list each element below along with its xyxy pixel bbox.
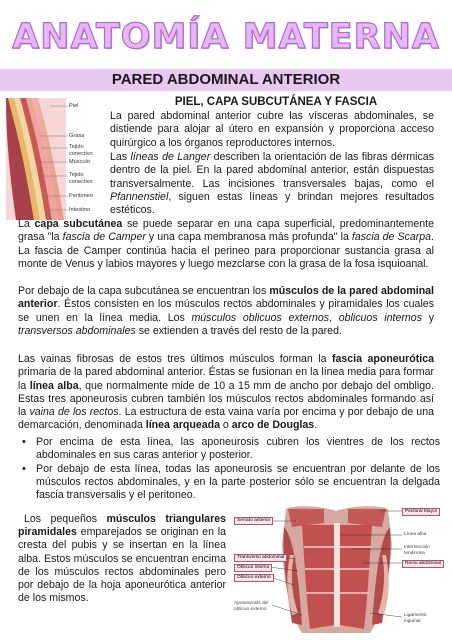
text-run: Las <box>110 151 131 163</box>
bullet-item <box>22 463 440 503</box>
term-vaina-rectos: vaina de los rectos <box>29 406 119 419</box>
bullet-list <box>22 436 440 502</box>
text-run: . La fascia de Camper continúa hacia el perineo para proporcionar sustancia grasa al monte de Venus y labios mayores y luego mezclarse con la grasa de la fosa isquioanal. <box>18 231 434 270</box>
muscle-label-oblicuo-interno: Oblicuo interno <box>234 564 272 572</box>
paragraph-intro-text: La pared abdominal anterior cubre las vísceras abdominales, se distiende para alojar al útero en expansión y proporciona acceso quirúrgico a los órganos reproductores internos. <box>110 110 434 149</box>
subsection-title: PIEL, CAPA SUBCUTÁNEA Y FASCIA <box>174 96 378 108</box>
bullet-text: Por debajo de esta línea, todas las aponeurosis se encuentran por delante de los músculos rectos abdominales, y en la parte posterior sólo se encuentran la delgada fascia transversalis y el peritoneo. <box>36 462 440 502</box>
text-run: o <box>219 419 232 432</box>
term-oblicuos-internos: oblicuos internos <box>338 311 422 324</box>
layer-label-tejido-conectivo-1: Tejido conectivo <box>69 144 93 157</box>
muscle-label-serrato: Serrato anterior <box>234 517 273 525</box>
text-run: . La estructura de esta vaina varía por encima y por debajo de una demarcación, denominada <box>18 406 434 432</box>
term-fascia-camper: fascia de Camper <box>62 231 146 244</box>
muscle-label-aponeurosis: Aponeurosis del oblicuo externo <box>234 601 269 612</box>
text-run: emparejados se originan en la cresta del pubis y se insertan en la línea alba. Estos músculos se encuentran encima de los músculos rectos abdominales pero por debajo de la hoja aponeurótica anterior de los mismos. <box>18 526 226 605</box>
text-run: describen la orientación de las fibras dérmicas dentro de la piel. En la pared abdominal anterior, están dispuestas transversalmente. Las incisiones transversales bajas, como el <box>110 151 434 190</box>
text-run: , que normalmente mide de 10 a 15 mm de ancho por debajo del ombligo. Estas tres aponeurosis cubren también los músculos rectos abdominales formando así la <box>18 379 434 419</box>
text-run: Los pequeños <box>24 513 107 525</box>
text-run: se extienden a través del resto de la pared. <box>135 324 342 337</box>
term-pfannenstiel: Pfannenstiel <box>110 190 169 203</box>
bullet-dot: • <box>22 436 26 448</box>
page-header-title: ANATOMÍA MATERNA <box>12 17 440 57</box>
muscle-label-linea-alba: Línea alba <box>404 532 427 537</box>
layer-label-tejido-conectivo-2: Tejido conectivo <box>69 172 93 185</box>
muscle-label-oblicuo-externo: Oblicuo externo <box>234 574 274 582</box>
muscle-label-ligamento: Ligamento inguinal <box>404 613 427 624</box>
term-arco-douglas: arco de Douglas <box>231 419 315 432</box>
text-run: y una capa membranosa más profunda" la <box>145 231 352 244</box>
layer-label-musculo: Músculo <box>69 159 90 165</box>
bullet-dot: • <box>22 462 26 475</box>
term-capa-subcutanea: capa subcutánea <box>34 218 123 230</box>
text-run: primaria de la pared abdominal anterior. Éstas se fusionan en la línea media para formar la <box>18 366 434 392</box>
muscle-label-interseccion: Intersección tendinosa <box>404 545 430 556</box>
muscle-label-recto: Recto abdominal <box>402 560 444 568</box>
term-transversos: transversos abdominales <box>18 324 136 337</box>
paragraph-capa-subcutanea <box>18 218 434 271</box>
abdominal-layers-illustration <box>6 98 106 220</box>
bullet-item <box>22 436 440 463</box>
text-run: , siguen estas líneas y brindan mejores resultados estéticos. <box>110 190 434 217</box>
term-linea-arqueada: línea arqueada <box>145 419 220 432</box>
term-fascia-scarpa: fascia de Scarpa <box>351 231 432 244</box>
text-run: . Éstos consisten en los músculos rectos abdominales y piramidales los cuales se unen en la línea media. Los <box>18 298 434 324</box>
bullet-text: Por encima de esta línea, las aponeurosis cubren los vientres de los rectos abdominales en sus caras anterior y posterior. <box>36 436 440 462</box>
term-musculos-pared: músculos de la pared abdominal anterior <box>18 285 434 311</box>
term-linea-alba: línea alba <box>29 379 79 392</box>
text-run: Las vainas fibrosas de estos tres últimos músculos forman la <box>18 353 332 365</box>
term-fascia-aponeurotica: fascia aponeurótica <box>331 353 434 365</box>
muscle-label-transverso: Transverso abdominal <box>234 554 287 562</box>
layer-label-peritoneo: Peritoneo <box>69 193 93 199</box>
text-run: , <box>329 311 339 324</box>
section-title: PARED ABDOMINAL ANTERIOR <box>111 71 341 88</box>
abdominal-layers-figure <box>6 98 106 220</box>
text-run: La <box>18 218 35 230</box>
paragraph-intro <box>110 110 434 150</box>
text-run: y <box>422 311 434 324</box>
paragraph-fascia <box>18 353 434 433</box>
term-oblicuos-externos: músculos oblicuos externos <box>191 311 330 324</box>
text-run: Por debajo de la capa subcutánea se encuentran los <box>18 285 270 297</box>
layer-label-intestino: Intestino <box>69 207 91 213</box>
layer-label-piel: Piel <box>69 103 79 109</box>
text-run: . <box>314 419 318 432</box>
paragraph-langer <box>110 151 434 217</box>
term-lineas-langer: líneas de Langer <box>130 151 211 163</box>
paragraph-piramidales <box>18 513 226 605</box>
text-run: se puede separar en una capa superficial, predominantemente grasa "la <box>18 218 434 244</box>
term-piramidales: músculos triangulares piramidales <box>18 513 226 539</box>
layer-label-grasa: Grasa <box>69 133 85 139</box>
muscle-label-pectoral: Pectoral Mayor <box>402 508 440 516</box>
paragraph-musculos <box>18 285 434 338</box>
abdominal-muscles-figure <box>232 505 444 637</box>
